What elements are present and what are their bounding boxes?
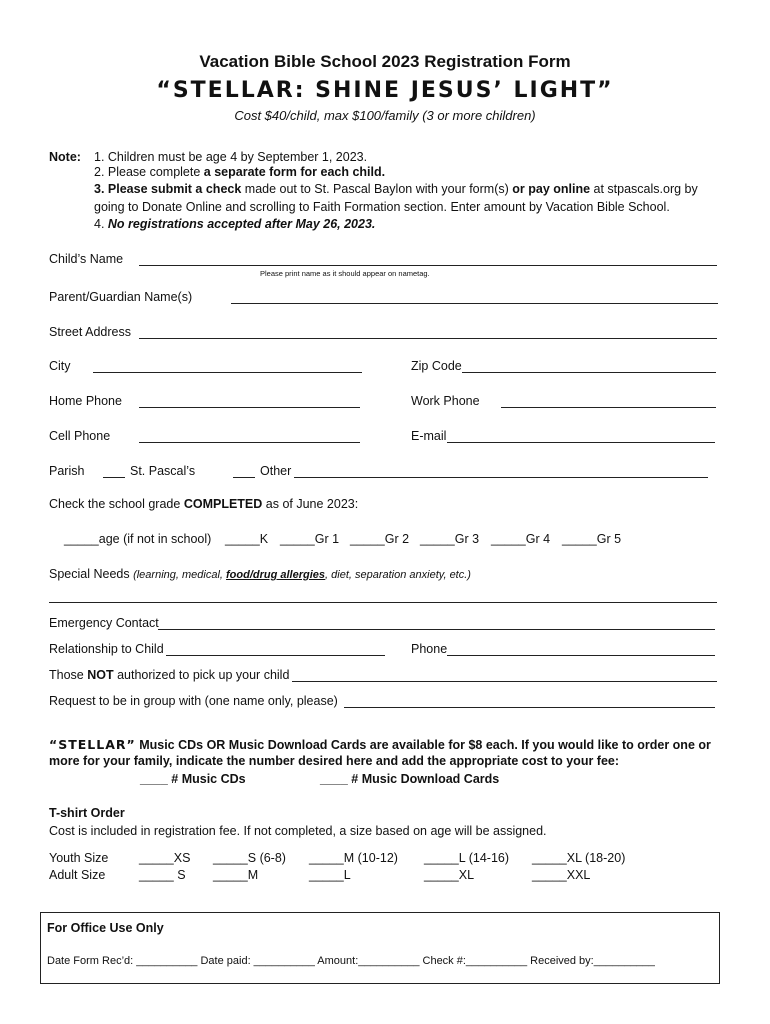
music-offer-line2: more for your family, indicate the number desired here and add the appropriate cost to your fee: — [49, 754, 620, 768]
work-phone-field[interactable] — [501, 407, 716, 408]
youth-xs[interactable]: _____XS — [139, 851, 191, 865]
parish-label: Parish — [49, 464, 85, 478]
st-pascal-label: St. Pascal’s — [130, 464, 196, 478]
child-name-hint: Please print name as it should appear on nametag. — [260, 269, 430, 278]
relationship-field[interactable] — [166, 655, 385, 656]
other-label: Other — [260, 464, 292, 478]
not-authorized-label: Those NOT authorized to pick up your child — [49, 668, 290, 682]
city-field[interactable] — [93, 372, 362, 373]
home-phone-label: Home Phone — [49, 394, 122, 408]
music-cards-field[interactable]: ____ # Music Download Cards — [320, 772, 500, 786]
grade-option-gr5[interactable]: _____Gr 5 — [562, 532, 622, 546]
grade-prompt: Check the school grade COMPLETED as of June 2023: — [49, 497, 359, 511]
emergency-field[interactable] — [158, 629, 715, 630]
youth-m[interactable]: _____M (10-12) — [309, 851, 398, 865]
note-item-3: 3. Please submit a check made out to St. Pascal Baylon with your form(s) or pay online at stpascals.org by — [94, 182, 698, 196]
zip-field[interactable] — [462, 372, 716, 373]
youth-xl[interactable]: _____XL (18-20) — [532, 851, 626, 865]
emergency-label: Emergency Contact — [49, 616, 159, 630]
adult-m[interactable]: _____M — [213, 868, 259, 882]
youth-size-label: Youth Size — [49, 851, 109, 865]
adult-xxl[interactable]: _____XXL — [532, 868, 591, 882]
parent-field[interactable] — [231, 303, 718, 304]
street-label: Street Address — [49, 325, 131, 339]
parish-st-pascal-check[interactable] — [103, 477, 125, 478]
parent-label: Parent/Guardian Name(s) — [49, 290, 193, 304]
adult-xl[interactable]: _____XL — [424, 868, 475, 882]
email-field[interactable] — [447, 442, 715, 443]
office-use-heading: For Office Use Only — [47, 921, 164, 935]
grade-option-gr2[interactable]: _____Gr 2 — [350, 532, 410, 546]
tshirt-note: Cost is included in registration fee. If not completed, a size based on age will be assigned. — [49, 824, 547, 838]
group-request-field[interactable] — [344, 707, 715, 708]
tshirt-heading: T-shirt Order — [49, 806, 125, 820]
zip-label: Zip Code — [411, 359, 462, 373]
grade-option-k[interactable]: _____K — [225, 532, 269, 546]
home-phone-field[interactable] — [139, 407, 360, 408]
child-name-label: Child’s Name — [49, 252, 124, 266]
note-item-2: 2. Please complete a separate form for each child. — [94, 165, 386, 179]
city-label: City — [49, 359, 71, 373]
relationship-label: Relationship to Child — [49, 642, 164, 656]
theme-title: “STELLAR: SHINE JESUS’ LIGHT” — [156, 78, 614, 103]
adult-l[interactable]: _____L — [309, 868, 351, 882]
note-item-3-cont: going to Donate Online and scrolling to Faith Formation section. Enter amount by Vacation Bible School. — [94, 200, 670, 214]
note-item-4: 4. No registrations accepted after May 26, 2023. — [94, 217, 376, 231]
special-needs-label: Special Needs (learning, medical, food/drug allergies, diet, separation anxiety, etc.) — [49, 567, 471, 581]
music-offer-line1: “STELLAR” Music CDs OR Music Download Cards are available for $8 each. If you would like to order one or — [49, 737, 711, 752]
email-label: E-mail — [411, 429, 447, 443]
parish-other-check[interactable] — [233, 477, 255, 478]
note-label: Note: — [49, 150, 81, 164]
adult-size-label: Adult Size — [49, 868, 106, 882]
phone-field[interactable] — [447, 655, 715, 656]
group-request-label: Request to be in group with (one name only, please) — [49, 694, 338, 708]
work-phone-label: Work Phone — [411, 394, 480, 408]
phone-label: Phone — [411, 642, 448, 656]
music-cds-field[interactable]: ____ # Music CDs — [140, 772, 246, 786]
note-item-1: 1. Children must be age 4 by September 1, 2023. — [94, 150, 368, 164]
adult-s[interactable]: _____ S — [139, 868, 186, 882]
office-use-fields: Date Form Rec’d: __________ Date paid: __________ Amount:__________ Check #:__________ Received by:__________ — [47, 955, 655, 967]
office-use-box — [40, 912, 720, 984]
parish-other-field[interactable] — [294, 477, 708, 478]
street-field[interactable] — [139, 338, 717, 339]
grade-option-age[interactable]: _____age (if not in school) — [64, 532, 212, 546]
not-authorized-field[interactable] — [292, 681, 717, 682]
cost-line: Cost $40/child, max $100/family (3 or more children) — [234, 108, 536, 123]
youth-s[interactable]: _____S (6-8) — [213, 851, 286, 865]
special-needs-field[interactable] — [49, 602, 717, 603]
grade-option-gr1[interactable]: _____Gr 1 — [280, 532, 340, 546]
cell-phone-field[interactable] — [139, 442, 360, 443]
child-name-field[interactable] — [139, 265, 717, 266]
youth-l[interactable]: _____L (14-16) — [424, 851, 510, 865]
cell-phone-label: Cell Phone — [49, 429, 111, 443]
grade-option-gr4[interactable]: _____Gr 4 — [491, 532, 551, 546]
form-title: Vacation Bible School 2023 Registration Form — [199, 52, 571, 71]
grade-option-gr3[interactable]: _____Gr 3 — [420, 532, 480, 546]
